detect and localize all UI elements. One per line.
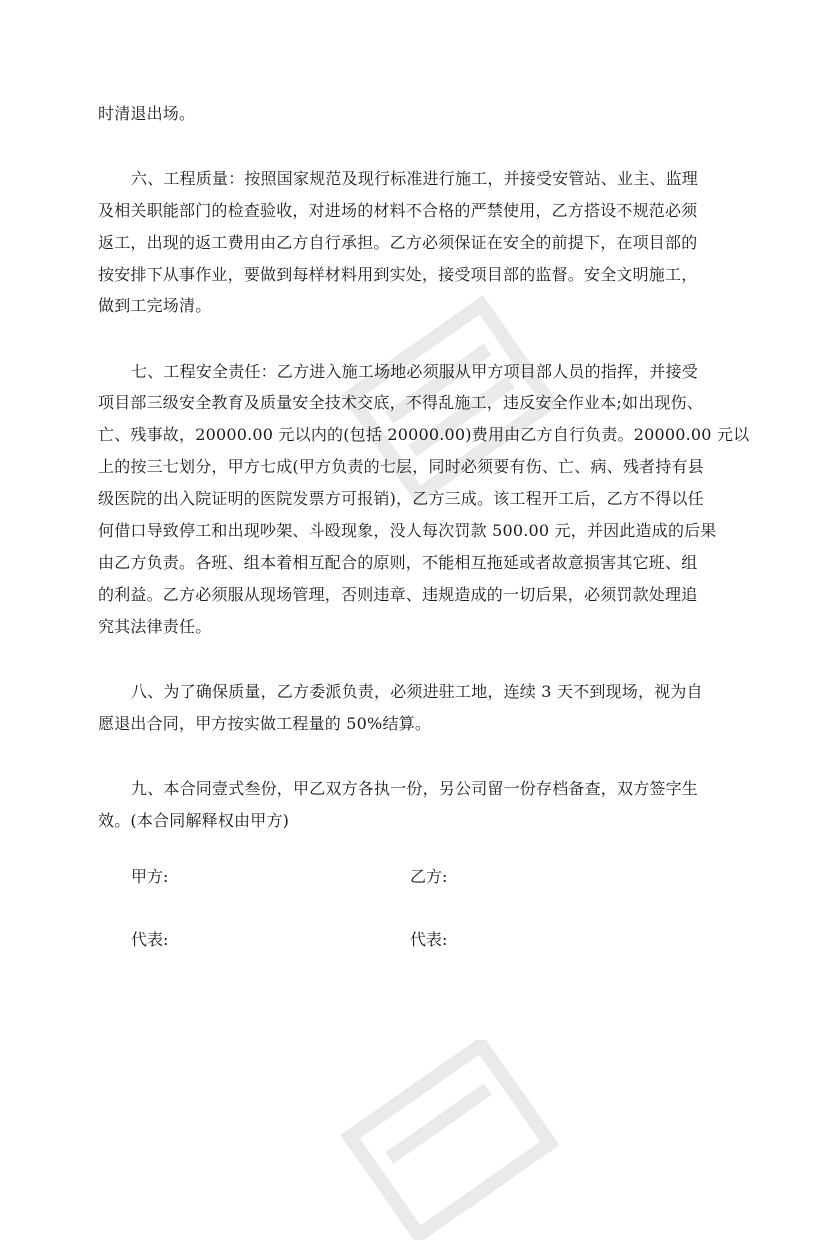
text-line: 返工，出现的返工费用由乙方自行承担。乙方必须保证在安全的前提下，在项目部的 xyxy=(98,233,698,252)
text-line: 愿退出合同，甲方按实做工程量的 50%结算。 xyxy=(98,714,432,733)
text-line: 究其法律责任。 xyxy=(98,617,212,636)
text-line: 及相关职能部门的检查验收，对进场的材料不合格的严禁使用，乙方搭设不规范必须 xyxy=(98,201,698,220)
watermark-logo-bottom xyxy=(300,1040,600,1240)
text-line: 级医院的出入院证明的医院发票方可报销)，乙方三成。该工程开工后，乙方不得以任 xyxy=(98,489,704,508)
text-line: 时清退出场。 xyxy=(98,104,196,123)
text-line: 的利益。乙方必须服从现场管理，否则违章、违规造成的一切后果，必须罚款处理追 xyxy=(98,585,698,604)
text-line: 八、为了确保质量，乙方委派负责，必须进驻工地，连续 3 天不到现场，视为自 xyxy=(131,682,703,701)
party-a-representative-label: 代表: xyxy=(131,930,169,949)
text-line: 按安排下从事作业，要做到每样材料用到实处，接受项目部的监督。安全文明施工， xyxy=(98,265,698,284)
text-line: 做到工完场清。 xyxy=(98,296,212,315)
party-a-label: 甲方: xyxy=(131,867,169,886)
text-line: 亡、残事故，20000.00 元以内的(包括 20000.00)费用由乙方自行负责。20000.00 元以 xyxy=(98,425,750,444)
party-b-label: 乙方: xyxy=(410,867,448,886)
text-line: 何借口导致停工和出现吵架、斗殴现象，没人每次罚款 500.00 元，并因此造成的后果 xyxy=(98,521,717,540)
text-line: 由乙方负责。各班、组本着相互配合的原则，不能相互拖延或者故意损害其它班、组 xyxy=(98,553,698,572)
text-line: 项目部三级安全教育及质量安全技术交底，不得乱施工，违反安全作业本;如出现伤、 xyxy=(98,393,703,412)
text-line: 九、本合同壹式叁份，甲乙双方各执一份，另公司留一份存档备查，双方签字生 xyxy=(131,779,699,798)
text-line: 七、工程安全责任：乙方进入施工场地必须服从甲方项目部人员的指挥，并接受 xyxy=(131,362,699,381)
party-b-representative-label: 代表: xyxy=(410,930,448,949)
text-line: 效。(本合同解释权由甲方) xyxy=(98,811,290,830)
text-line: 上的按三七划分，甲方七成(甲方负责的七层，同时必须要有伤、亡、病、残者持有县 xyxy=(98,457,704,476)
text-line: 六、工程质量：按照国家规范及现行标准进行施工，并接受安管站、业主、监理 xyxy=(131,169,699,188)
